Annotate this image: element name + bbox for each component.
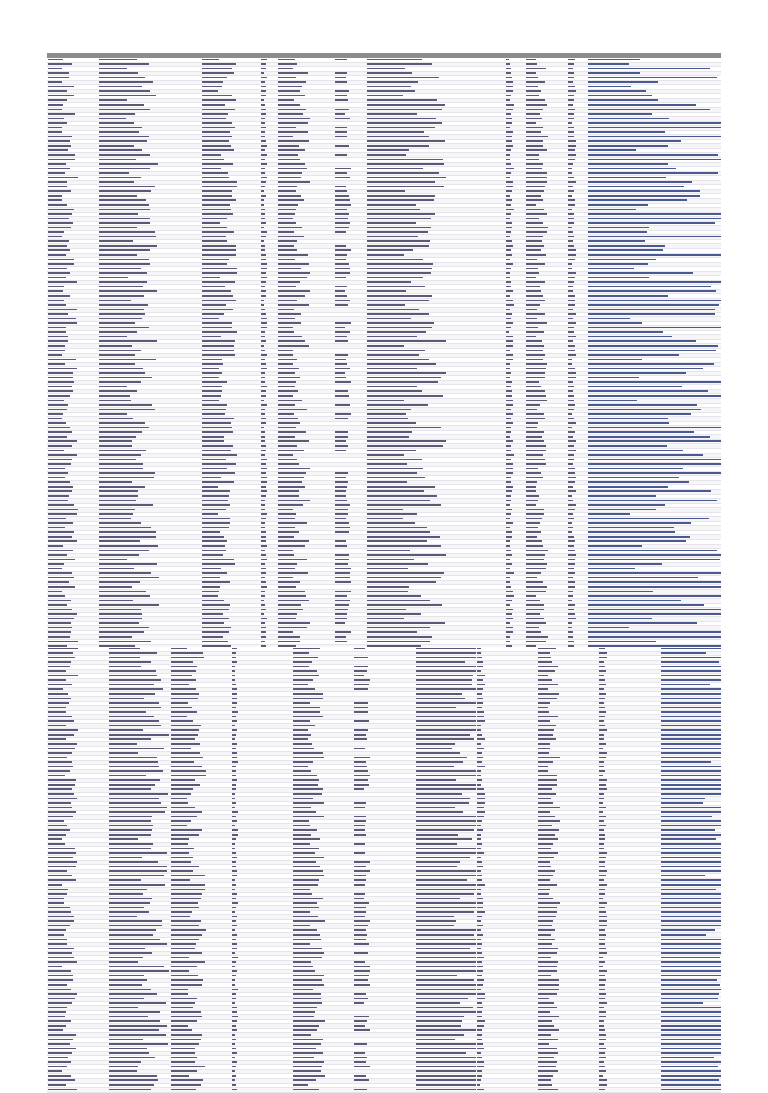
table-cell	[660, 992, 721, 997]
table-row	[47, 526, 721, 531]
table-cell	[587, 580, 721, 585]
table-cell	[587, 289, 721, 294]
table-cell	[660, 783, 721, 788]
table-cell	[415, 797, 476, 802]
table-cell	[660, 947, 721, 952]
table-cell	[108, 865, 169, 870]
table-row	[47, 94, 721, 99]
table-row	[47, 476, 721, 481]
table-cell	[587, 344, 721, 349]
table-cell	[415, 769, 476, 774]
table-cell	[108, 810, 169, 815]
table-cell	[415, 869, 476, 874]
table-cell	[415, 1069, 476, 1074]
table-cell	[415, 837, 476, 842]
table-cell	[660, 983, 721, 988]
table-cell	[587, 171, 721, 176]
table-row	[47, 244, 721, 249]
table-cell	[353, 1088, 414, 1093]
table-row	[47, 185, 721, 190]
table-cell	[415, 942, 476, 947]
table-cell	[108, 706, 169, 711]
table-cell	[660, 1069, 721, 1074]
table-row	[47, 326, 721, 331]
table-cell	[660, 742, 721, 747]
table-cell	[415, 1047, 476, 1052]
table-cell	[660, 806, 721, 811]
table-cell	[660, 1033, 721, 1038]
table-cell	[660, 924, 721, 929]
table-cell	[415, 674, 476, 679]
table-cell	[660, 988, 721, 993]
table-row	[47, 1088, 721, 1093]
table-cell	[587, 594, 721, 599]
document-page-2	[47, 647, 721, 1093]
table-row	[47, 535, 721, 540]
table-row	[47, 626, 721, 631]
table-cell	[587, 549, 721, 554]
table-cell	[292, 1088, 353, 1093]
table-cell	[587, 253, 721, 258]
table-cell	[415, 892, 476, 897]
table-row	[47, 289, 721, 294]
table-cell	[415, 783, 476, 788]
table-row	[47, 162, 721, 167]
table-cell	[660, 697, 721, 702]
table-cell	[415, 1056, 476, 1061]
table-cell	[587, 303, 721, 308]
table-cell	[660, 969, 721, 974]
table-cell	[587, 435, 721, 440]
table-cell	[587, 362, 721, 367]
table-cell	[660, 810, 721, 815]
table-cell	[415, 983, 476, 988]
table-row	[47, 562, 721, 567]
table-cell	[415, 801, 476, 806]
table-row	[47, 571, 721, 576]
table-cell	[415, 901, 476, 906]
table-cell	[660, 765, 721, 770]
table-cell	[660, 1056, 721, 1061]
table-cell	[660, 965, 721, 970]
table-cell	[660, 892, 721, 897]
table-cell	[660, 1047, 721, 1052]
table-cell	[660, 942, 721, 947]
table-cell	[415, 960, 476, 965]
table-cell	[108, 1024, 169, 1029]
table-cell	[415, 665, 476, 670]
table-cell	[587, 394, 721, 399]
table-cell	[587, 408, 721, 413]
table-cell	[660, 997, 721, 1002]
table-cell	[660, 678, 721, 683]
table-cell	[587, 308, 721, 313]
table-cell	[415, 847, 476, 852]
table-cell	[108, 806, 169, 811]
table-cell	[660, 819, 721, 824]
table-cell	[415, 883, 476, 888]
table-cell	[108, 851, 169, 856]
table-cell	[587, 380, 721, 385]
table-cell	[415, 824, 476, 829]
table-cell	[415, 956, 476, 961]
table-cell	[660, 956, 721, 961]
table-cell	[660, 687, 721, 692]
table-cell	[660, 1038, 721, 1043]
table-cell	[587, 499, 721, 504]
table-cell	[660, 1010, 721, 1015]
table-row	[47, 235, 721, 240]
table-cell	[587, 349, 721, 354]
table-row	[47, 426, 721, 431]
table-cell	[415, 874, 476, 879]
table-cell	[660, 951, 721, 956]
table-cell	[415, 678, 476, 683]
table-cell	[660, 674, 721, 679]
table-cell	[660, 842, 721, 847]
table-row	[47, 230, 721, 235]
table-cell	[587, 285, 721, 290]
table-cell	[587, 217, 721, 222]
table-cell	[660, 701, 721, 706]
table-cell	[660, 878, 721, 883]
table-cell	[587, 426, 721, 431]
table-cell	[660, 851, 721, 856]
table-row	[47, 503, 721, 508]
table-cell	[108, 733, 169, 738]
table-cell	[587, 326, 721, 331]
table-cell	[415, 1074, 476, 1079]
table-row	[47, 594, 721, 599]
table-cell	[476, 1088, 537, 1093]
table-cell	[660, 1074, 721, 1079]
table-cell	[660, 865, 721, 870]
table-cell	[108, 801, 169, 806]
table-cell	[587, 603, 721, 608]
table-cell	[108, 1033, 169, 1038]
table-cell	[660, 710, 721, 715]
table-cell	[108, 1042, 169, 1047]
table-cell	[415, 906, 476, 911]
table-cell	[415, 756, 476, 761]
table-cell	[415, 938, 476, 943]
table-cell	[415, 715, 476, 720]
table-cell	[415, 933, 476, 938]
table-cell	[415, 1083, 476, 1088]
table-row	[47, 403, 721, 408]
table-cell	[587, 553, 721, 558]
table-cell	[660, 1065, 721, 1070]
table-cell	[660, 1019, 721, 1024]
table-cell	[660, 901, 721, 906]
table-cell	[108, 869, 169, 874]
table-cell	[415, 878, 476, 883]
table-cell	[660, 833, 721, 838]
table-cell	[660, 660, 721, 665]
table-cell	[587, 76, 721, 81]
table-cell	[415, 988, 476, 993]
table-row	[47, 530, 721, 535]
table-row	[47, 408, 721, 413]
table-cell	[108, 747, 169, 752]
table-cell	[415, 928, 476, 933]
table-cell	[587, 462, 721, 467]
table-cell	[587, 630, 721, 635]
table-cell	[415, 819, 476, 824]
table-cell	[231, 1088, 292, 1093]
table-row	[47, 258, 721, 263]
table-cell	[587, 221, 721, 226]
table-cell	[660, 724, 721, 729]
table-cell	[108, 687, 169, 692]
table-cell	[660, 792, 721, 797]
table-cell	[415, 724, 476, 729]
table-row	[47, 549, 721, 554]
table-cell	[415, 787, 476, 792]
table-cell	[587, 458, 721, 463]
table-cell	[415, 1065, 476, 1070]
table-cell	[587, 571, 721, 576]
table-cell	[660, 733, 721, 738]
table-cell	[108, 1001, 169, 1006]
table-cell	[660, 928, 721, 933]
table-cell	[587, 558, 721, 563]
table-cell	[415, 774, 476, 779]
table-cell	[587, 612, 721, 617]
table-cell	[660, 1015, 721, 1020]
table-row	[47, 339, 721, 344]
table-cell	[660, 915, 721, 920]
table-cell	[415, 710, 476, 715]
table-cell	[660, 897, 721, 902]
table-row	[47, 80, 721, 85]
table-cell	[47, 1088, 108, 1093]
table-cell	[660, 774, 721, 779]
table-cell	[415, 669, 476, 674]
table-cell	[415, 701, 476, 706]
table-cell	[660, 728, 721, 733]
table-cell	[587, 517, 721, 522]
table-cell	[660, 919, 721, 924]
table-cell	[108, 792, 169, 797]
table-cell	[415, 733, 476, 738]
table-cell	[660, 737, 721, 742]
table-cell	[660, 778, 721, 783]
table-cell	[587, 312, 721, 317]
table-cell	[108, 724, 169, 729]
table-cell	[587, 367, 721, 372]
table-cell	[415, 997, 476, 1002]
table-cell	[660, 837, 721, 842]
table-cell	[660, 860, 721, 865]
table-cell	[587, 489, 721, 494]
table-cell	[108, 1010, 169, 1015]
table-cell	[660, 665, 721, 670]
table-cell	[108, 965, 169, 970]
table-cell	[587, 121, 721, 126]
table-row	[47, 471, 721, 476]
table-cell	[660, 938, 721, 943]
table-cell	[587, 389, 721, 394]
table-row	[47, 203, 721, 208]
table-cell	[660, 824, 721, 829]
table-cell	[415, 965, 476, 970]
table-cell	[587, 212, 721, 217]
table-cell	[587, 135, 721, 140]
table-cell	[415, 1060, 476, 1065]
table-cell	[587, 235, 721, 240]
table-cell	[415, 978, 476, 983]
table-cell	[660, 910, 721, 915]
table-cell	[108, 769, 169, 774]
table-cell	[415, 815, 476, 820]
table-cell	[415, 647, 476, 651]
table-cell	[660, 647, 721, 651]
table-cell	[415, 1042, 476, 1047]
table-cell	[660, 692, 721, 697]
data-table-2	[47, 647, 721, 1093]
table-cell	[660, 751, 721, 756]
table-row	[47, 576, 721, 581]
table-cell	[660, 719, 721, 724]
table-cell	[108, 969, 169, 974]
table-row	[47, 221, 721, 226]
table-cell	[108, 1088, 169, 1093]
table-cell	[660, 1083, 721, 1088]
table-cell	[587, 153, 721, 158]
table-cell	[587, 453, 721, 458]
table-row	[47, 603, 721, 608]
table-cell	[587, 126, 721, 131]
table-cell	[108, 883, 169, 888]
table-cell	[660, 706, 721, 711]
table-cell	[587, 298, 721, 303]
table-cell	[660, 1088, 721, 1093]
table-cell	[660, 756, 721, 761]
table-cell	[587, 439, 721, 444]
table-cell	[108, 942, 169, 947]
table-cell	[587, 635, 721, 640]
table-cell	[415, 719, 476, 724]
table-cell	[415, 969, 476, 974]
table-row	[47, 544, 721, 549]
table-cell	[415, 728, 476, 733]
table-cell	[660, 828, 721, 833]
table-cell	[415, 947, 476, 952]
table-row	[47, 376, 721, 381]
table-cell	[415, 1028, 476, 1033]
table-cell	[660, 715, 721, 720]
table-cell	[415, 1078, 476, 1083]
table-cell	[660, 1024, 721, 1029]
table-cell	[660, 1028, 721, 1033]
table-cell	[108, 919, 169, 924]
table-row	[47, 248, 721, 253]
table-row	[47, 358, 721, 363]
table-cell	[587, 471, 721, 476]
table-cell	[660, 978, 721, 983]
table-cell	[587, 67, 721, 72]
table-cell	[587, 585, 721, 590]
table-row	[47, 167, 721, 172]
table-cell	[537, 1088, 598, 1093]
table-cell	[415, 887, 476, 892]
table-row	[47, 208, 721, 213]
document-page-1	[47, 53, 721, 676]
table-cell	[170, 1088, 231, 1093]
table-cell	[415, 683, 476, 688]
table-cell	[415, 910, 476, 915]
table-row	[47, 189, 721, 194]
table-cell	[660, 815, 721, 820]
table-cell	[415, 992, 476, 997]
table-row	[47, 640, 721, 645]
table-cell	[660, 656, 721, 661]
table-cell	[598, 1088, 659, 1093]
table-cell	[660, 787, 721, 792]
table-cell	[660, 906, 721, 911]
table-cell	[587, 158, 721, 163]
data-table-1	[47, 53, 721, 676]
table-row	[47, 62, 721, 67]
table-cell	[415, 1088, 476, 1093]
table-row	[47, 135, 721, 140]
table-cell	[660, 1042, 721, 1047]
table-cell	[660, 1060, 721, 1065]
table-cell	[660, 887, 721, 892]
table-cell	[415, 651, 476, 656]
table-row	[47, 217, 721, 222]
table-cell	[660, 1051, 721, 1056]
table-cell	[660, 974, 721, 979]
table-cell	[660, 869, 721, 874]
table-cell	[415, 851, 476, 856]
table-cell	[108, 924, 169, 929]
table-cell	[660, 883, 721, 888]
table-row	[47, 262, 721, 267]
table-cell	[108, 678, 169, 683]
table-cell	[660, 669, 721, 674]
table-cell	[587, 108, 721, 113]
table-cell	[108, 874, 169, 879]
table-cell	[415, 737, 476, 742]
table-row	[47, 108, 721, 113]
table-cell	[415, 828, 476, 833]
table-cell	[415, 687, 476, 692]
table-cell	[660, 1078, 721, 1083]
table-cell	[415, 656, 476, 661]
table-row	[47, 153, 721, 158]
table-cell	[660, 769, 721, 774]
table-row	[47, 89, 721, 94]
table-cell	[660, 1006, 721, 1011]
table-cell	[587, 608, 721, 613]
table-cell	[415, 1006, 476, 1011]
table-cell	[587, 280, 721, 285]
table-cell	[660, 960, 721, 965]
table-cell	[660, 856, 721, 861]
table-cell	[415, 1010, 476, 1015]
table-cell	[660, 747, 721, 752]
table-cell	[660, 847, 721, 852]
table-cell	[415, 951, 476, 956]
table-cell	[415, 856, 476, 861]
